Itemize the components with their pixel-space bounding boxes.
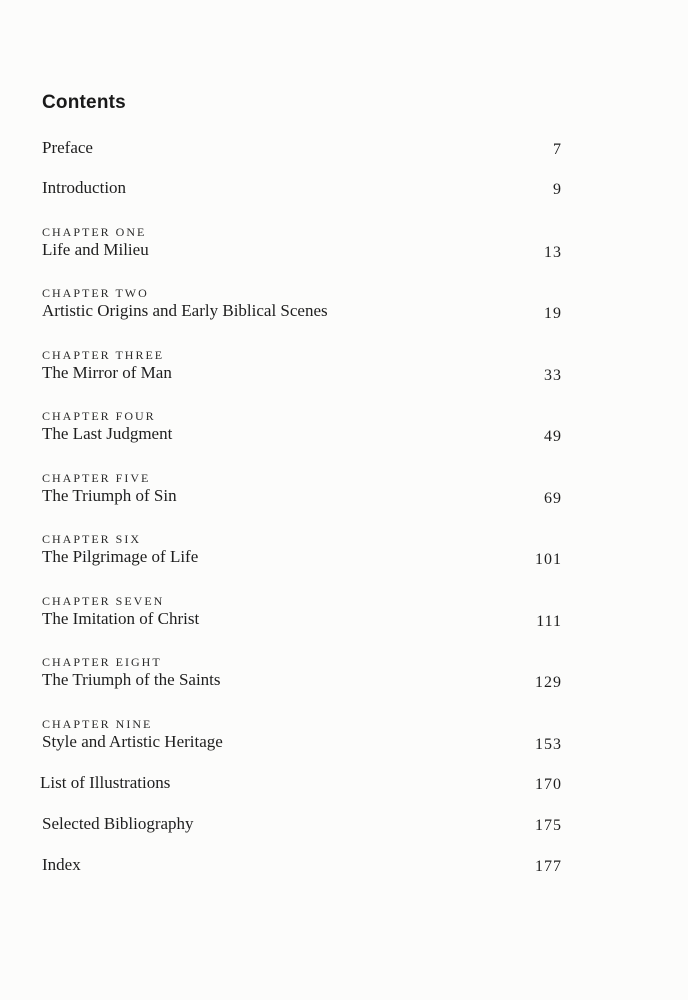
entry-page-number: 175 <box>535 817 562 834</box>
entry-title: Selected Bibliography <box>42 814 194 833</box>
entry-page-number: 69 <box>544 490 562 507</box>
entry-page-number: 49 <box>544 428 562 445</box>
entry-page-number: 9 <box>553 181 562 198</box>
entry-title: Introduction <box>42 178 127 197</box>
entry-page-number: 101 <box>535 551 562 568</box>
chapter-label: CHAPTER FOUR <box>42 409 156 423</box>
entry-page-number: 129 <box>535 674 562 691</box>
chapter-label: CHAPTER NINE <box>42 717 153 731</box>
entry-title: The Last Judgment <box>42 424 173 443</box>
chapter-label: CHAPTER FIVE <box>42 471 151 485</box>
entry-title: The Pilgrimage of Life <box>42 547 199 566</box>
entry-title: The Imitation of Christ <box>42 609 200 628</box>
chapter-label: CHAPTER TWO <box>42 286 149 300</box>
chapter-label: CHAPTER SIX <box>42 532 142 546</box>
page-title: Contents <box>42 92 126 113</box>
entry-page-number: 177 <box>535 858 562 875</box>
entry-title: The Triumph of the Saints <box>42 670 221 689</box>
entry-page-number: 13 <box>544 244 562 261</box>
entry-title: The Triumph of Sin <box>42 486 177 505</box>
entry-page-number: 170 <box>535 776 562 793</box>
entry-title: Preface <box>42 138 93 157</box>
entry-page-number: 33 <box>544 367 562 384</box>
chapter-label: CHAPTER EIGHT <box>42 655 162 669</box>
entry-page-number: 19 <box>544 305 562 322</box>
entry-title: List of Illustrations <box>40 773 171 792</box>
entry-title: Index <box>42 855 81 874</box>
entry-title: Artistic Origins and Early Biblical Scenes <box>42 301 328 320</box>
entry-page-number: 7 <box>553 141 562 158</box>
entry-title: Style and Artistic Heritage <box>42 732 223 751</box>
entry-page-number: 153 <box>535 736 562 753</box>
chapter-label: CHAPTER SEVEN <box>42 594 165 608</box>
chapter-label: CHAPTER ONE <box>42 225 147 239</box>
entry-title: The Mirror of Man <box>42 363 172 382</box>
chapter-label: CHAPTER THREE <box>42 348 165 362</box>
entry-page-number: 111 <box>536 613 562 630</box>
entry-title: Life and Milieu <box>42 240 149 259</box>
